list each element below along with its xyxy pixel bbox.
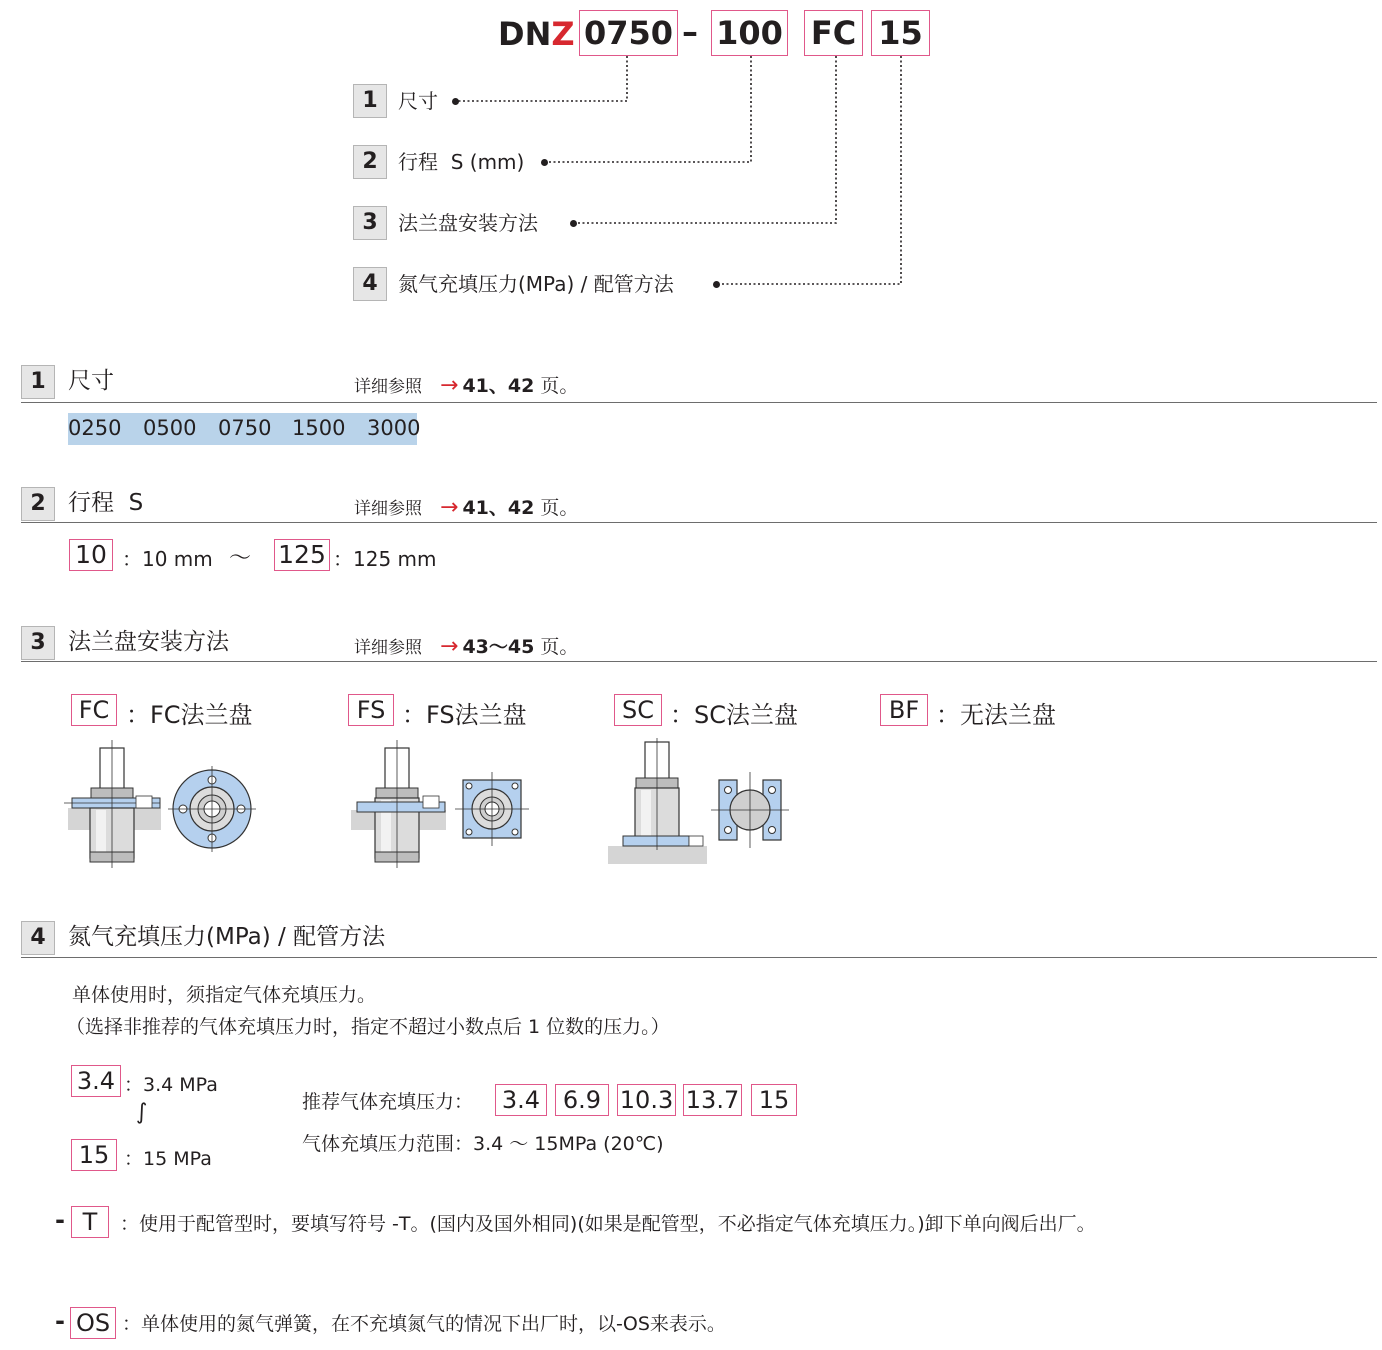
model-prefix-dn: DN bbox=[498, 15, 552, 53]
legend-num-4: 4 bbox=[353, 267, 387, 301]
flange-label-fc: ：FC法兰盘 bbox=[126, 701, 253, 729]
option-os-dash: - bbox=[55, 1307, 65, 1335]
stroke-min-text: ：10 mm bbox=[122, 547, 213, 571]
legend-label-size: 尺寸 bbox=[398, 89, 438, 113]
legend-label-stroke: 行程 S (mm) bbox=[398, 150, 525, 174]
size-value-0750: 0750 bbox=[218, 416, 272, 440]
ref-arrow-icon: → bbox=[440, 634, 459, 659]
size-value-0500: 0500 bbox=[143, 416, 197, 440]
leader-line-stroke bbox=[548, 56, 751, 162]
legend-num-3: 3 bbox=[353, 206, 387, 240]
legend-label-flange: 法兰盘安装方法 bbox=[398, 211, 538, 235]
stroke-max-code: 125 bbox=[274, 539, 330, 571]
ref-prefix: 详细参照 bbox=[354, 499, 422, 519]
option-t-text: ：使用于配管型时，要填写符号 -T。(国内及国外相同)(如果是配管型，不必指定气体充填压力。)卸下单向阀后出厂。 bbox=[120, 1213, 1096, 1235]
section-title-stroke: 行程 S bbox=[68, 490, 144, 516]
stroke-min-code: 10 bbox=[69, 539, 113, 571]
recommended-pressure-10-3: 10.3 bbox=[617, 1084, 676, 1116]
option-os-text: ：单体使用的氮气弹簧，在不充填氮气的情况下出厂时，以-OS来表示。 bbox=[122, 1313, 726, 1335]
pressure-min-code: 3.4 bbox=[71, 1065, 121, 1097]
ref-pages-flange: 43～45 bbox=[462, 636, 535, 658]
leader-line-size bbox=[458, 56, 627, 101]
ref-pages-stroke: 41、42 bbox=[462, 497, 535, 519]
leader-dot-pressure bbox=[713, 281, 720, 288]
fs-flange-illustration bbox=[345, 740, 545, 870]
recommended-pressure-3-4: 3.4 bbox=[495, 1084, 547, 1116]
legend-num-2: 2 bbox=[353, 145, 387, 179]
stroke-tilde: ～ bbox=[229, 546, 252, 571]
pressure-max-text: ：15 MPa bbox=[124, 1148, 212, 1170]
section-rule-stroke bbox=[21, 522, 1377, 523]
section-ref-stroke bbox=[354, 496, 578, 521]
leader-lines bbox=[0, 0, 1382, 320]
model-code-stroke: 100 bbox=[711, 10, 788, 56]
ref-suffix: 页。 bbox=[534, 375, 579, 397]
pressure-range-text: 气体充填压力范围：3.4 ～ 15MPa (20℃) bbox=[302, 1133, 664, 1155]
option-os-code: OS bbox=[70, 1307, 116, 1339]
ref-pages-size: 41、42 bbox=[462, 375, 535, 397]
model-code-flange: FC bbox=[804, 10, 863, 56]
pressure-range-symbol: ∫ bbox=[136, 1100, 148, 1125]
ref-arrow-icon: → bbox=[440, 495, 459, 520]
section-title-pressure: 氮气充填压力(MPa) / 配管方法 bbox=[68, 924, 386, 950]
ref-suffix: 页。 bbox=[534, 636, 579, 658]
section-num-flange: 3 bbox=[21, 626, 55, 660]
option-t-code: T bbox=[71, 1206, 109, 1238]
recommended-pressure-6-9: 6.9 bbox=[555, 1084, 609, 1116]
option-t-dash: - bbox=[55, 1206, 65, 1234]
size-value-0250: 0250 bbox=[68, 416, 122, 440]
size-value-1500: 1500 bbox=[292, 416, 346, 440]
sc-flange-illustration bbox=[605, 738, 805, 868]
pressure-min-text: ：3.4 MPa bbox=[124, 1074, 218, 1096]
model-code-dash: – bbox=[682, 13, 698, 51]
section-num-pressure: 4 bbox=[21, 921, 55, 955]
model-code-pressure: 15 bbox=[871, 10, 930, 56]
recommended-pressure-label: 推荐气体充填压力： bbox=[302, 1091, 474, 1113]
legend-num-1: 1 bbox=[353, 84, 387, 118]
flange-code-sc: SC bbox=[614, 694, 662, 726]
pressure-note-1: 单体使用时，须指定气体充填压力。 bbox=[72, 984, 377, 1006]
flange-label-sc: ：SC法兰盘 bbox=[670, 701, 798, 729]
ref-arrow-icon: → bbox=[440, 373, 459, 398]
flange-label-bf: ：无法兰盘 bbox=[936, 701, 1056, 729]
stroke-max-text: ：125 mm bbox=[333, 547, 437, 571]
flange-code-bf: BF bbox=[880, 694, 928, 726]
leader-line-flange bbox=[577, 56, 836, 223]
section-num-size: 1 bbox=[21, 365, 55, 399]
ref-suffix: 页。 bbox=[534, 497, 579, 519]
leader-line-pressure bbox=[720, 56, 901, 284]
recommended-pressure-15: 15 bbox=[751, 1084, 797, 1116]
fc-flange-illustration bbox=[60, 740, 270, 870]
flange-label-fs: ：FS法兰盘 bbox=[402, 701, 527, 729]
section-title-flange: 法兰盘安装方法 bbox=[68, 629, 229, 655]
pressure-note-2: （选择非推荐的气体充填压力时，指定不超过小数点后 1 位数的压力。） bbox=[66, 1016, 670, 1038]
recommended-pressure-13-7: 13.7 bbox=[683, 1084, 742, 1116]
section-ref-flange bbox=[354, 635, 578, 660]
legend-label-pressure: 氮气充填压力(MPa) / 配管方法 bbox=[398, 272, 674, 296]
size-value-3000: 3000 bbox=[367, 416, 421, 440]
ref-prefix: 详细参照 bbox=[354, 377, 422, 397]
ref-prefix: 详细参照 bbox=[354, 638, 422, 658]
pressure-max-code: 15 bbox=[71, 1139, 117, 1171]
flange-code-fc: FC bbox=[71, 694, 117, 726]
section-title-size: 尺寸 bbox=[68, 368, 114, 394]
section-rule-pressure bbox=[21, 957, 1377, 958]
flange-code-fs: FS bbox=[348, 694, 394, 726]
section-ref-size bbox=[354, 374, 578, 399]
leader-dot-size bbox=[452, 98, 459, 105]
section-num-stroke: 2 bbox=[21, 487, 55, 521]
section-rule-flange bbox=[21, 661, 1377, 662]
leader-dot-flange bbox=[570, 220, 577, 227]
model-prefix-z: Z bbox=[551, 15, 575, 53]
leader-dot-stroke bbox=[541, 159, 548, 166]
section-rule-size bbox=[21, 402, 1377, 403]
model-code-size: 0750 bbox=[579, 10, 678, 56]
